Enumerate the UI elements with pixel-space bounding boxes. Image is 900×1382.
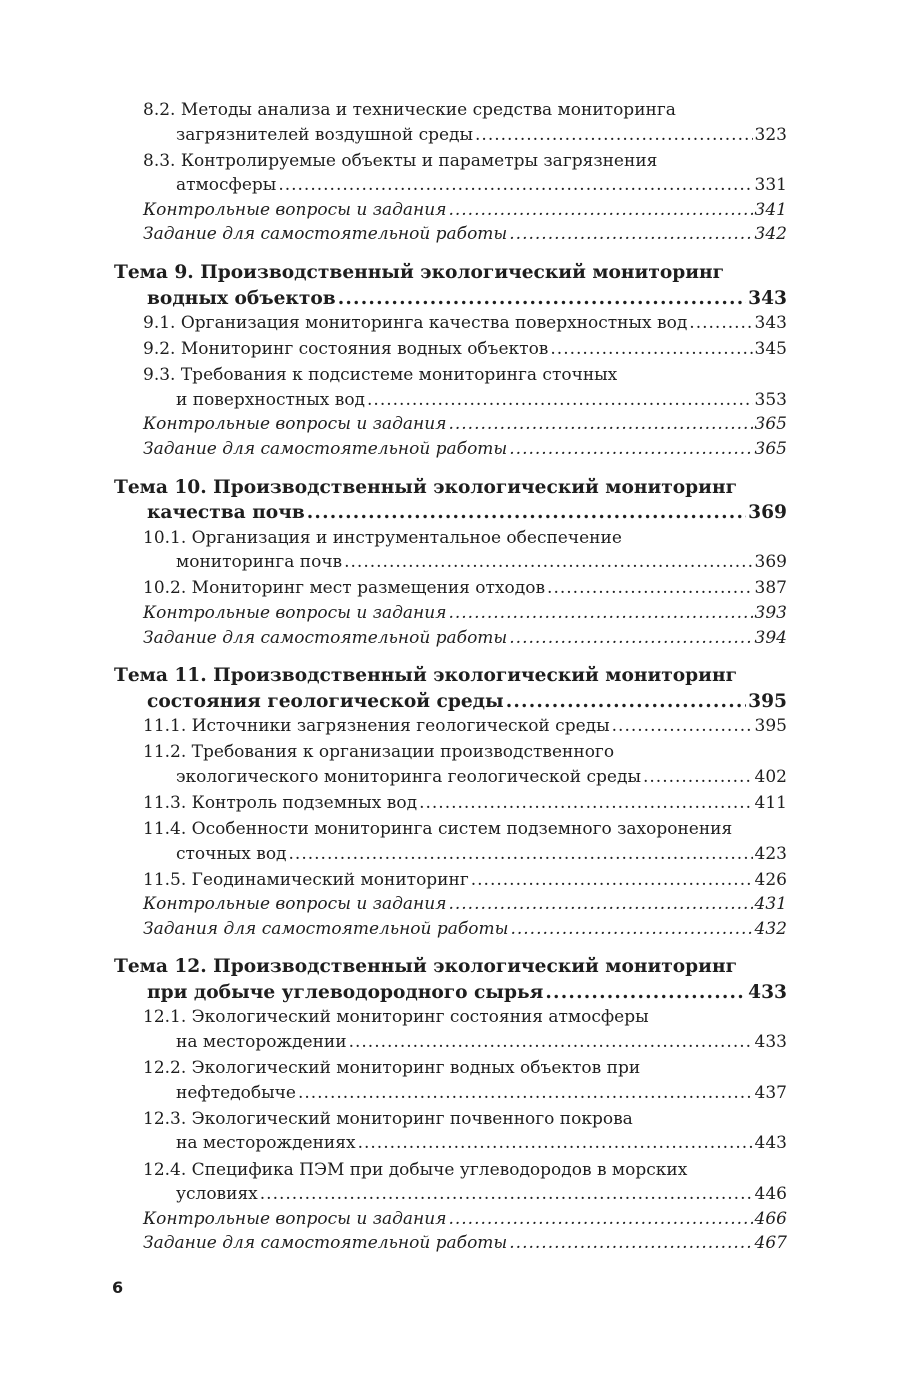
toc-entry-title: Тема 11. Производственный экологический мониторинг [114,665,737,687]
toc-entry-title: Задание для самостоятельной работы [143,439,508,460]
toc-entry-title: 9.2. Мониторинг состояния водных объектов [143,339,549,360]
dot-leader [547,576,753,601]
toc-page-number: 331 [754,175,787,196]
toc-entry-line [143,791,787,816]
toc-entry-title: 12.3. Экологический мониторинг почвенного покрова [143,1108,633,1129]
toc-entry-line [143,842,787,867]
toc-entry-title: загрязнителей воздушной среды [176,124,474,145]
toc-entry-line [143,412,787,437]
toc-page-number: 433 [754,1032,787,1053]
toc-topic-entry[interactable] [114,663,787,714]
toc-entry-title: Контрольные вопросы и задания [143,199,447,220]
toc-entry-line [143,311,787,336]
toc-entry-title: Контрольные вопросы и задания [143,894,447,915]
toc-section-entry[interactable] [114,526,787,575]
toc-questions-entry[interactable] [114,412,787,437]
toc-entry-line [143,1030,787,1055]
dot-leader [419,791,752,816]
toc-page-number: 365 [754,414,787,435]
toc-entry-line [143,337,787,362]
toc-entry-line [143,868,787,893]
toc-section-entry[interactable] [114,817,787,866]
toc-section-entry[interactable] [114,1056,787,1105]
toc-page-number: 431 [754,894,787,915]
toc-page-number: 365 [754,439,787,460]
toc-section-entry[interactable] [114,98,787,147]
toc-topic-entry[interactable] [114,475,787,526]
toc-entry-title: Контрольные вопросы и задания [143,602,447,623]
toc-questions-entry[interactable] [114,892,787,917]
toc-entry-line [143,1107,787,1132]
toc-section-entry[interactable] [114,363,787,412]
toc-page-number: 393 [754,602,787,623]
toc-page-number: 395 [754,716,787,737]
toc-section-entry[interactable] [114,868,787,893]
toc-entry-line [143,740,787,765]
toc-entry-title: и поверхностных вод [176,389,366,410]
toc-entry-line [114,260,787,286]
dot-leader [448,892,752,917]
toc-entry-line [143,917,787,942]
toc-entry-title: 11.5. Геодинамический мониторинг [143,869,469,890]
toc-entry-title: 9.3. Требования к подсистеме мониторинга сточных [143,365,618,386]
toc-section-entry[interactable] [114,1107,787,1156]
toc-entry-title: Задание для самостоятельной работы [143,224,508,245]
toc-entry-line [143,437,787,462]
toc-entry-title: Контрольные вопросы и задания [143,1208,447,1229]
page-number: 6 [112,1278,124,1297]
toc-entry-title: состояния геологической среды [147,690,504,712]
table-of-contents [114,98,787,1256]
dot-leader [550,337,752,362]
toc-entry-line [143,1056,787,1081]
toc-page-number: 433 [748,981,787,1003]
toc-page-number: 341 [754,199,787,220]
toc-questions-entry[interactable] [114,917,787,942]
toc-page-number: 446 [754,1184,787,1205]
toc-entry-line [143,817,787,842]
toc-questions-entry[interactable] [114,1231,787,1256]
toc-page-number: 437 [754,1082,787,1103]
toc-section-entry[interactable] [114,714,787,739]
toc-section-entry[interactable] [114,1158,787,1207]
toc-page-number: 411 [754,792,787,813]
toc-entry-title: Задание для самостоятельной работы [143,627,508,648]
toc-questions-entry[interactable] [114,222,787,247]
toc-section-entry[interactable] [114,149,787,198]
toc-entry-line [143,1081,787,1106]
toc-entry-line [143,1231,787,1256]
toc-questions-entry[interactable] [114,601,787,626]
toc-entry-title: сточных вод [176,843,287,864]
toc-entry-line [114,689,787,715]
dot-leader [545,980,746,1006]
toc-entry-title: нефтедобыче [176,1082,296,1103]
toc-entry-line [114,980,787,1006]
dot-leader [358,1131,753,1156]
dot-leader [475,123,753,148]
dot-leader [689,311,752,336]
toc-entry-title: атмосферы [176,175,277,196]
dot-leader [289,842,753,867]
toc-entry-title: качества почв [147,502,305,524]
dot-leader [448,601,752,626]
toc-section-entry[interactable] [114,311,787,336]
toc-entry-title: 12.1. Экологический мониторинг состояния атмосферы [143,1007,649,1028]
toc-section-entry[interactable] [114,576,787,601]
toc-entry-title: Тема 9. Производственный экологический мониторинг [114,262,725,284]
dot-leader [298,1081,753,1106]
dot-leader [510,917,752,942]
toc-entry-title: 11.1. Источники загрязнения геологической среды [143,716,610,737]
toc-page-number: 369 [754,552,787,573]
toc-page-number: 343 [754,313,787,334]
dot-leader [260,1182,753,1207]
dot-leader [338,286,746,312]
toc-page-number: 395 [748,690,787,712]
toc-entry-line [143,601,787,626]
toc-section-entry[interactable] [114,1005,787,1054]
toc-entry-title: условиях [176,1184,258,1205]
toc-entry-line [143,363,787,388]
dot-leader [307,500,746,526]
toc-entry-line [114,286,787,312]
toc-entry-line [143,1182,787,1207]
toc-entry-line [143,198,787,223]
dot-leader [509,1231,752,1256]
toc-entry-title: 12.2. Экологический мониторинг водных объектов при [143,1058,641,1079]
toc-entry-line [143,1005,787,1030]
toc-entry-title: мониторинга почв [176,552,343,573]
dot-leader [509,626,752,651]
toc-questions-entry[interactable] [114,198,787,223]
toc-page-number: 466 [754,1208,787,1229]
toc-page-number: 387 [754,578,787,599]
toc-entry-title: 8.2. Методы анализа и технические средства мониторинга [143,100,676,120]
toc-entry-line [114,475,787,501]
toc-page-number: 342 [754,224,787,245]
toc-page-number: 369 [748,502,787,524]
toc-topic-entry[interactable] [114,954,787,1005]
toc-entry-title: при добыче углеводородного сырья [147,981,544,1003]
toc-section-entry[interactable] [114,740,787,789]
toc-topic-entry[interactable] [114,260,787,311]
toc-entry-line [143,714,787,739]
toc-page-number: 394 [754,627,787,648]
toc-entry-title: на месторождении [176,1032,347,1053]
toc-page-number: 423 [754,843,787,864]
toc-entry-line [143,1158,787,1183]
toc-questions-entry[interactable] [114,626,787,651]
toc-entry-line [143,526,787,551]
toc-entry-title: Тема 10. Производственный экологический мониторинг [114,476,737,498]
toc-entry-title: 10.1. Организация и инструментальное обеспечение [143,527,622,548]
toc-entry-line [143,1131,787,1156]
toc-entry-line [143,123,787,148]
dot-leader [278,173,752,198]
dot-leader [509,437,752,462]
toc-questions-entry[interactable] [114,437,787,462]
toc-page-number: 443 [754,1133,787,1154]
toc-entry-title: Контрольные вопросы и задания [143,414,447,435]
dot-leader [349,1030,753,1055]
toc-entry-line [143,388,787,413]
toc-entry-line [143,892,787,917]
toc-entry-title: 8.3. Контролируемые объекты и параметры загрязнения [143,150,658,171]
toc-entry-title: на месторождениях [176,1133,356,1154]
toc-page-number: 402 [754,766,787,787]
toc-entry-title: 10.2. Мониторинг мест размещения отходов [143,578,546,599]
toc-entry-title: Задание для самостоятельной работы [143,1233,508,1254]
toc-entry-line [114,954,787,980]
toc-entry-title: 11.3. Контроль подземных вод [143,792,418,813]
dot-leader [612,714,753,739]
toc-entry-line [143,98,787,123]
toc-page-number: 432 [754,918,787,939]
toc-entry-title: Тема 12. Производственный экологический мониторинг [114,956,737,978]
toc-entry-line [143,765,787,790]
toc-entry-title: 9.1. Организация мониторинга качества поверхностных вод [143,313,688,334]
toc-page-number: 345 [754,339,787,360]
toc-entry-line [143,576,787,601]
toc-page-number: 323 [754,124,787,145]
dot-leader [367,388,753,413]
toc-section-entry[interactable] [114,337,787,362]
toc-entry-line [143,222,787,247]
toc-entry-line [143,149,787,174]
toc-questions-entry[interactable] [114,1207,787,1232]
dot-leader [506,689,746,715]
dot-leader [448,412,752,437]
toc-entry-line [114,500,787,526]
toc-page-number: 426 [754,869,787,890]
dot-leader [471,868,753,893]
toc-entry-line [143,550,787,575]
dot-leader [344,550,752,575]
dot-leader [448,198,752,223]
toc-entry-title: 12.4. Специфика ПЭМ при добыче углеводородов в морских [143,1159,688,1180]
toc-entry-line [143,1207,787,1232]
toc-entry-line [114,663,787,689]
toc-entry-line [143,173,787,198]
toc-page-number: 343 [748,287,787,309]
dot-leader [448,1207,752,1232]
toc-section-entry[interactable] [114,791,787,816]
toc-entry-title: экологического мониторинга геологической среды [176,766,641,787]
toc-entry-title: Задания для самостоятельной работы [143,918,509,939]
toc-page-number: 467 [754,1233,787,1254]
toc-entry-title: 11.2. Требования к организации производственного [143,742,615,763]
dot-leader [643,765,753,790]
toc-entry-title: 11.4. Особенности мониторинга систем подземного захоронения [143,818,733,839]
toc-entry-title: водных объектов [147,287,336,309]
toc-entry-line [143,626,787,651]
dot-leader [509,222,752,247]
toc-page-number: 353 [754,389,787,410]
